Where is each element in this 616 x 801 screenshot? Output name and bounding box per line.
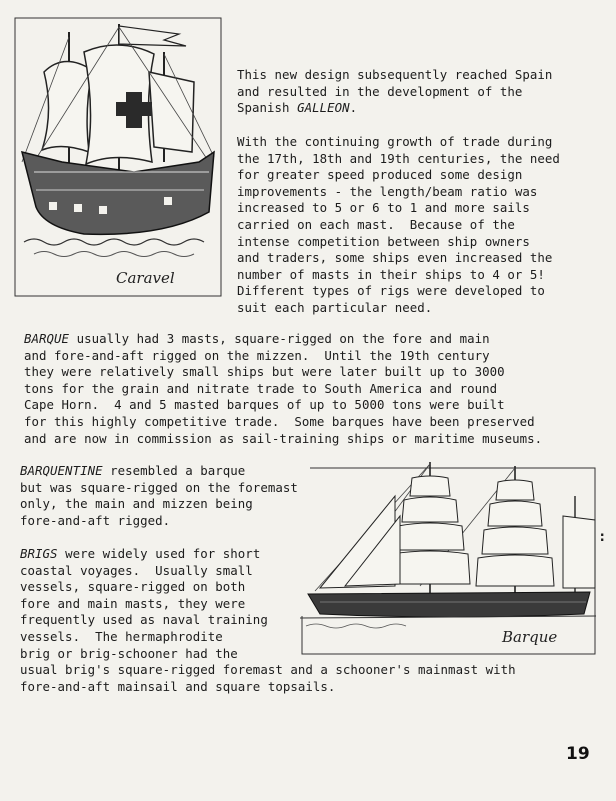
barque-term: BARQUE xyxy=(24,331,70,346)
barque-line-2: and fore-and-aft rigged on the mizzen. Until the 19th century xyxy=(24,347,490,363)
brigs-line-3: vessels, square-rigged on both xyxy=(20,579,246,595)
barque-line-4: tons for the grain and nitrate trade to South America and round xyxy=(24,380,498,396)
caravel-caption: Caravel xyxy=(116,269,175,287)
brigs-line-5: frequently used as naval training xyxy=(20,612,268,628)
barque-line-7: and are now in commission as sail-training ships or maritime museums. xyxy=(24,430,543,446)
galleon-paragraph xyxy=(237,67,552,117)
barque-caption: Barque xyxy=(502,628,558,646)
barquentine-line-1: resembled a barque xyxy=(102,463,246,478)
galleon-line-1: This new design subsequently reached Spain xyxy=(237,67,553,82)
barquentine-line-3: only, the main and mizzen being xyxy=(20,496,253,512)
growth-line-11: suit each particular need. xyxy=(237,299,433,315)
growth-line-3: for greater speed produced some design xyxy=(237,167,523,183)
growth-line-9: number of masts in their ships to 4 or 5! xyxy=(237,266,545,282)
growth-line-10: Different types of rigs were developed to xyxy=(237,283,545,299)
brigs-term: BRIGS xyxy=(20,546,58,561)
brigs-line-8: usual brig's square-rigged foremast and a schooner's mainmast with xyxy=(20,662,516,678)
barque-paragraph xyxy=(24,331,542,447)
growth-line-2: the 17th, 18th and 19th centuries, the need xyxy=(237,150,560,166)
page-edge-mark: : xyxy=(598,529,607,545)
growth-line-1: With the continuing growth of trade during xyxy=(237,134,553,149)
barquentine-line-4: fore-and-aft rigged. xyxy=(20,512,171,528)
barquentine-paragraph xyxy=(20,463,298,529)
growth-line-7: intense competition between ship owners xyxy=(237,233,530,249)
brigs-line-1: were widely used for short xyxy=(57,546,261,561)
page-number: 19 xyxy=(566,744,590,764)
barque-line-6: for this highly competitive trade. Some barques have been preserved xyxy=(24,413,535,429)
growth-paragraph xyxy=(237,134,560,317)
brigs-line-4: fore and main masts, they were xyxy=(20,595,246,611)
barque-line-5: Cape Horn. 4 and 5 masted barques of up to 5000 tons were built xyxy=(24,397,505,413)
growth-line-6: carried on each mast. Because of the xyxy=(237,216,515,232)
barquentine-term: BARQUENTINE xyxy=(20,463,103,478)
brigs-paragraph xyxy=(20,546,516,695)
brigs-line-2: coastal voyages. Usually small xyxy=(20,562,253,578)
galleon-line-2: and resulted in the development of the xyxy=(237,83,523,99)
galleon-line-3: Spanish xyxy=(237,100,298,116)
growth-line-8: and traders, some ships even increased the xyxy=(237,250,553,266)
growth-line-4: improvements - the length/beam ratio was xyxy=(237,183,538,199)
barque-line-1: usually had 3 masts, square-rigged on the fore and main xyxy=(69,331,490,346)
barque-line-3: they were relatively small ships but were later built up to 3000 xyxy=(24,364,505,380)
galleon-tail: . xyxy=(349,100,358,116)
growth-line-5: increased to 5 or 6 to 1 and more sails xyxy=(237,200,530,216)
brigs-line-6: vessels. The hermaphrodite xyxy=(20,628,223,644)
brigs-line-7: brig or brig-schooner had the xyxy=(20,645,238,661)
brigs-line-9: fore-and-aft mainsail and square topsails. xyxy=(20,678,336,694)
galleon-term: GALLEON xyxy=(297,100,350,116)
caravel-illustration xyxy=(14,12,224,300)
barquentine-line-2: but was square-rigged on the foremast xyxy=(20,479,298,495)
